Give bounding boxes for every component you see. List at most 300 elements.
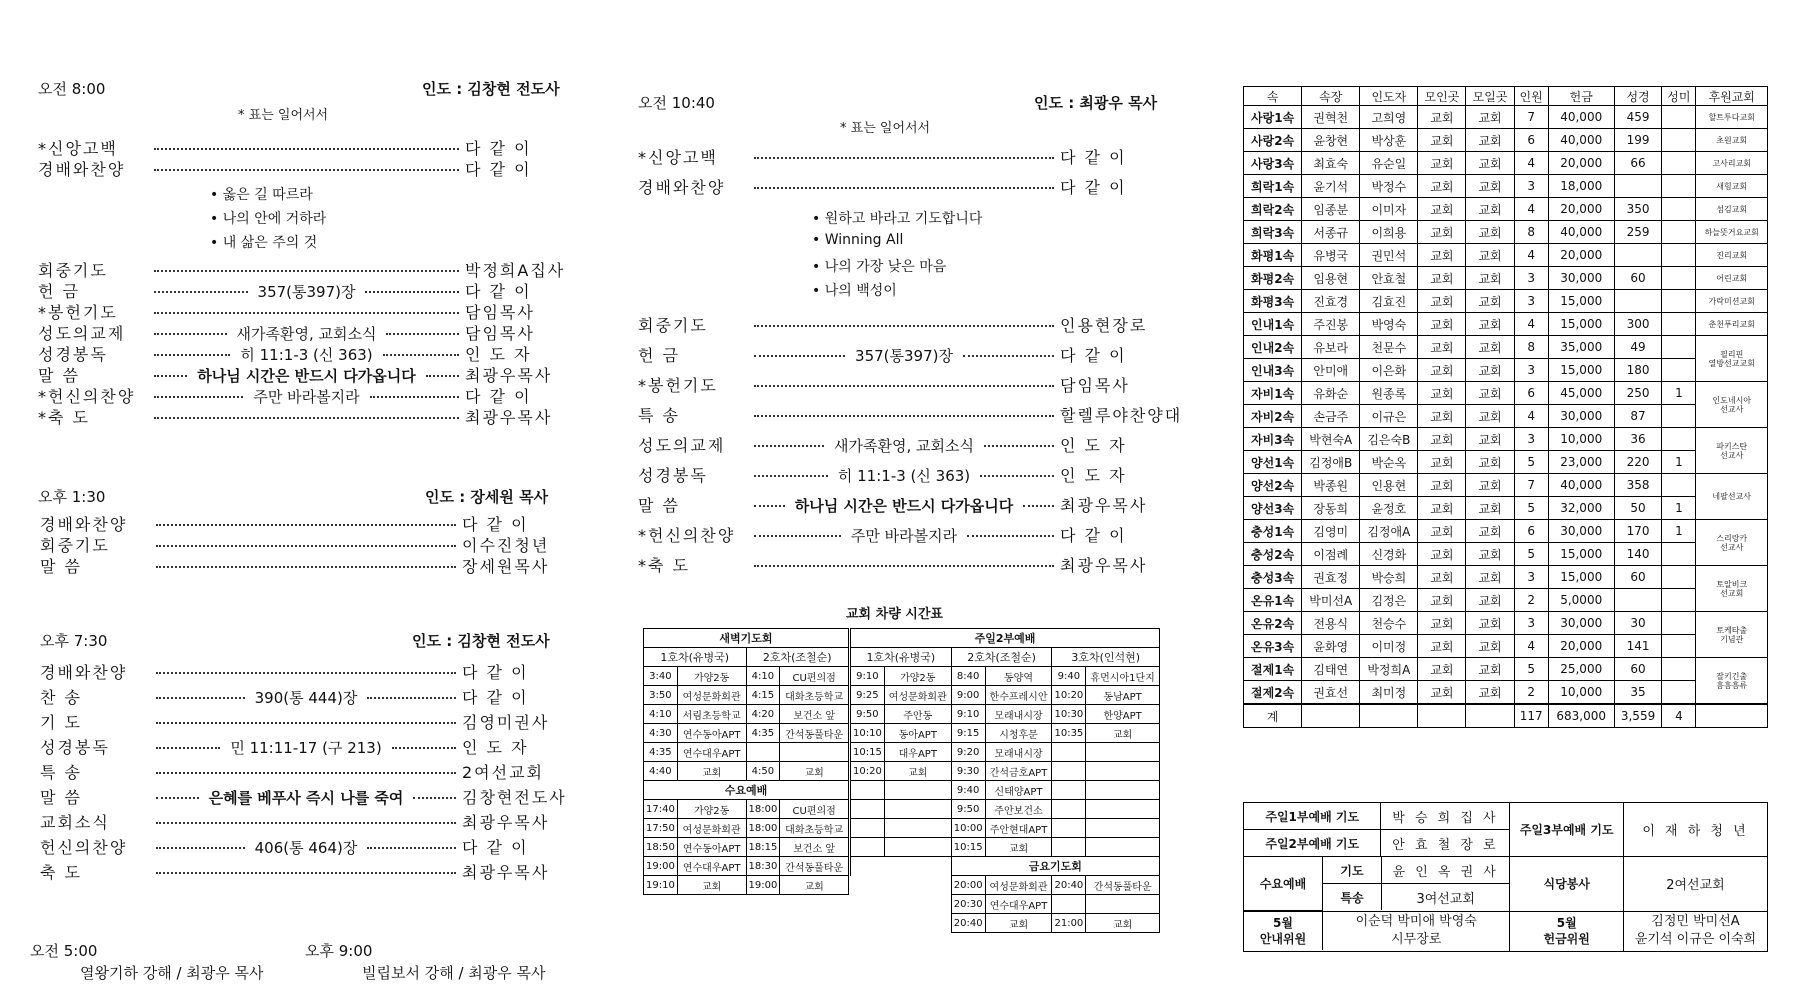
cell-place-from: 교회 [1418,474,1466,497]
cell-row [1244,428,1768,451]
car1-header: 1호차(유병국) [644,648,747,667]
vehicle-stop: 서림초등학교 [677,705,746,724]
worship-item-person: 최광우목사 [465,408,553,427]
cell-bible: 259 [1614,221,1662,244]
worship-item-person: 다 같 이 [465,282,532,301]
cell-place-from: 교회 [1418,451,1466,474]
vehicle-stop: 동남APT [1086,686,1160,705]
cell-place-to: 교회 [1466,451,1514,474]
vehicle-time [1052,781,1086,800]
worship-item-person: 최광우목사 [462,813,550,832]
vehicle-stop: 간석동풀타운 [780,724,849,743]
service-time-am1040: 오전 10:40 [638,94,715,112]
worship-item-label: 성도의교제 [638,436,726,455]
cell-leader: 최효숙 [1302,152,1360,175]
vehicle-time [1052,819,1086,838]
vehicle-time: 10:10 [851,724,885,743]
cell-offering: 25,000 [1548,658,1614,681]
cell-rice [1662,658,1696,681]
cell-offering: 15,000 [1548,359,1614,382]
cell-leader: 임종분 [1302,198,1360,221]
vehicle-table-sunday-fri [850,628,1160,933]
wed-song-label: 특송 [1323,884,1382,911]
cell-name: 자비3속 [1244,428,1302,451]
vehicle-stop: 연수대우APT [677,743,746,762]
vehicle-schedule-title: 교회 차량 시간표 [846,607,943,622]
wed-header: 수요예배 [644,781,849,800]
meal-duty-label: 식당봉사 [1510,857,1624,912]
cell-count: 4 [1514,635,1548,658]
cell-rice [1662,359,1696,382]
vehicle-stop: 대화초등학교 [780,686,849,705]
cell-bible [1614,175,1662,198]
worship-item-label: 경배와찬양 [38,160,126,179]
cell-leader: 장동희 [1302,497,1360,520]
vehicle-stop: 간석금호APT [985,762,1052,781]
cell-host: 김효진 [1360,290,1418,313]
worship-item-person: 박정희A집사 [465,261,566,280]
cell-row [1244,198,1768,221]
cell-host: 이은화 [1360,359,1418,382]
cell-row [1244,497,1768,520]
worship-item-label: 경배와찬양 [40,515,128,534]
worship-item-person: 다 같 이 [462,688,529,707]
cell-place-to: 교회 [1466,198,1514,221]
vehicle-time: 17:40 [644,800,678,819]
vehicle-stop: 여성문화회관 [677,819,746,838]
cell-leader: 진효경 [1302,290,1360,313]
worship-item [40,660,560,683]
vehicle-stop [1086,743,1160,762]
wed-song-value: 3여선교회 [1382,884,1510,911]
cell-count: 5 [1514,451,1548,474]
vehicle-row [644,705,849,724]
support-church: 초원교회 [1696,129,1768,152]
guide-label-role: 안내위원 [1259,932,1307,946]
service-leader-am8: 인도 : 김창현 전도사 [422,80,560,98]
dawn-service-desc: 열왕기하 강해 / 최광우 목사 [80,964,264,982]
vehicle-row [851,667,1160,686]
cell-bible: 140 [1614,543,1662,566]
cell-name: 인내2속 [1244,336,1302,359]
worship-item [638,373,1158,396]
cell-place-to: 교회 [1466,635,1514,658]
cell-bible [1614,290,1662,313]
cell-header: 인원 [1514,87,1548,106]
cell-place-to: 교회 [1466,244,1514,267]
cell-count: 4 [1514,405,1548,428]
cell-leader: 박종원 [1302,474,1360,497]
cell-host: 이규은 [1360,405,1418,428]
leader-dots [154,312,459,314]
leader-dots [154,354,230,356]
cell-place-to: 교회 [1466,313,1514,336]
support-mission: 필리핀 열방선교교회 [1696,336,1768,382]
worship-item-person: 김영미권사 [462,713,550,732]
worship-item-person: 인용현장로 [1060,316,1148,335]
worship-item [40,760,560,783]
cell-total: 3,559 [1614,704,1662,728]
cell-bible: 60 [1614,658,1662,681]
cell-rice [1662,428,1696,451]
cell-offering: 23,000 [1548,451,1614,474]
vehicle-time: 9:40 [1052,667,1086,686]
cell-place-from: 교회 [1418,244,1466,267]
vehicle-stop: 교회 [985,838,1052,857]
cell-host: 박순옥 [1360,451,1418,474]
cell-rice [1662,612,1696,635]
vehicle-time [746,743,780,762]
cell-place-from: 교회 [1418,497,1466,520]
vehicle-time: 10:15 [951,838,985,857]
cell-group-table [1243,86,1768,728]
cell-place-from: 교회 [1418,405,1466,428]
worship-item [40,533,560,556]
worship-item [38,136,563,159]
vehicle-stop: 신태양APT [985,781,1052,800]
vehicle-stop [1086,895,1160,914]
leader-dots [365,291,459,293]
cell-host: 안효철 [1360,267,1418,290]
hymn-item: • 내 삶은 주의 것 [210,232,317,252]
vehicle-time [1052,838,1086,857]
cell-host: 박정수 [1360,175,1418,198]
support-church: 가락미션교회 [1696,290,1768,313]
cell-rice [1662,221,1696,244]
support-church: 할트투다교회 [1696,106,1768,129]
vehicle-time: 10:20 [1052,686,1086,705]
cell-bible: 459 [1614,106,1662,129]
worship-item [638,343,1158,366]
cell-bible: 30 [1614,612,1662,635]
worship-item-label: 헌 금 [38,282,80,301]
vehicle-row [644,686,849,705]
vehicle-row [644,800,849,819]
cell-leader: 서종규 [1302,221,1360,244]
vehicle-time [1052,743,1086,762]
cell-place-from: 교회 [1418,428,1466,451]
cell-place-from: 교회 [1418,129,1466,152]
worship-item-label: *봉헌기도 [38,303,118,322]
cell-offering: 20,000 [1548,635,1614,658]
cell-total: 계 [1244,704,1302,728]
cell-count: 4 [1514,244,1548,267]
worship-item-detail: 하나님 시간은 반드시 다가옵니다 [794,497,1014,515]
sun1-prayer-value: 박 승 희 집 사 [1381,803,1510,830]
vehicle-time: 9:40 [951,781,985,800]
cell-place-to: 교회 [1466,221,1514,244]
vehicle-time [851,838,885,857]
worship-item-person: 최광우목사 [1060,496,1148,515]
support-mission: 잘키긴출 흠흠흠류 [1696,658,1768,705]
hymn-item: • 나의 백성이 [812,280,897,300]
cell-leader: 유화순 [1302,382,1360,405]
vehicle-stop: 주안현대APT [985,819,1052,838]
service-leader-pm130: 인도 : 장세원 목사 [425,488,549,506]
worship-item-label: *봉헌기도 [638,376,718,395]
cell-total [1418,704,1466,728]
cell-leader: 유보라 [1302,336,1360,359]
cell-bible: 50 [1614,497,1662,520]
worship-item-detail: 은혜를 베푸사 즉시 나를 죽여 [208,789,404,807]
cell-count: 8 [1514,221,1548,244]
vehicle-stop: 교회 [985,914,1052,933]
cell-count: 7 [1514,474,1548,497]
cell-place-to: 교회 [1466,129,1514,152]
vehicle-stop: 시청후문 [985,724,1052,743]
cell-row [1244,336,1768,359]
cell-rice [1662,589,1696,612]
worship-item [638,493,1158,516]
cell-count: 6 [1514,129,1548,152]
cell-host: 신경화 [1360,543,1418,566]
cell-bible: 35 [1614,681,1662,705]
wed-prayer-label: 기도 [1323,857,1382,884]
cell-row [1244,267,1768,290]
guide-value [1323,912,1510,950]
vehicle-stop: 간석동풀타운 [780,857,849,876]
car2-header: 2호차(조철순) [746,648,849,667]
worship-item [638,553,1158,576]
leader-dots [154,333,227,335]
vehicle-stop: 동양역 [985,667,1052,686]
cell-header: 성경 [1614,87,1662,106]
cell-host: 권민석 [1360,244,1418,267]
worship-item [638,523,1158,546]
vehicle-stop [1086,762,1160,781]
cell-offering: 40,000 [1548,106,1614,129]
dawn-header: 새벽기도회 [644,629,849,648]
cell-name: 인내3속 [1244,359,1302,382]
cell-bible [1614,244,1662,267]
vehicle-row [644,762,849,781]
worship-item-detail: 406(통 464)장 [254,839,358,857]
vehicle-time: 9:30 [951,762,985,781]
vehicle-time: 20:40 [1052,876,1086,895]
vehicle-row [851,819,1160,838]
worship-item [40,735,560,758]
cell-place-to: 교회 [1466,175,1514,198]
vehicle-time: 9:20 [951,743,985,762]
cell-leader: 전용식 [1302,612,1360,635]
cell-total [1696,704,1768,728]
cell-place-from: 교회 [1418,681,1466,705]
cell-offering: 15,000 [1548,313,1614,336]
cell-leader: 손금주 [1302,405,1360,428]
vehicle-stop: 주안동 [884,705,951,724]
cell-place-from: 교회 [1418,382,1466,405]
worship-item-label: 헌신의찬양 [40,838,128,857]
service-time-pm730: 오후 7:30 [40,632,108,650]
cell-row [1244,359,1768,382]
leader-dots [154,396,243,398]
support-mission: 파키스탄 선교사 [1696,428,1768,474]
cell-leader: 윤창현 [1302,129,1360,152]
cell-host: 박상훈 [1360,129,1418,152]
cell-place-from: 교회 [1418,313,1466,336]
cell-name: 충성3속 [1244,566,1302,589]
worship-item-label: 성경봉독 [38,345,108,364]
cell-header: 속장 [1302,87,1360,106]
vehicle-time: 20:30 [951,895,985,914]
vehicle-time: 9:10 [851,667,885,686]
cell-host: 천승수 [1360,612,1418,635]
leader-dots [154,291,248,293]
cell-host: 천문수 [1360,336,1418,359]
worship-item-person: 최광우목사 [1060,556,1148,575]
night-service-time: 오후 9:00 [305,942,373,960]
worship-item [638,433,1158,456]
cell-count: 3 [1514,566,1548,589]
standing-note-am8: * 표는 일어서서 [238,108,329,123]
cell-place-from: 교회 [1418,152,1466,175]
cell-rice [1662,129,1696,152]
cell-place-from: 교회 [1418,520,1466,543]
worship-item [638,403,1183,426]
leader-dots [754,565,1054,567]
cell-host: 김은숙B [1360,428,1418,451]
vehicle-time [851,781,885,800]
cell-count: 6 [1514,382,1548,405]
cell-rice: 1 [1662,451,1696,474]
cell-place-to: 교회 [1466,405,1514,428]
cell-total [1302,704,1360,728]
support-mission: 인도네시아 선교사 [1696,382,1768,428]
cell-row [1244,313,1768,336]
cell-name: 희락3속 [1244,221,1302,244]
vehicle-row [851,724,1160,743]
cell-place-to: 교회 [1466,359,1514,382]
cell-place-to: 교회 [1466,543,1514,566]
leader-dots [980,475,1054,477]
cell-host: 유순일 [1360,152,1418,175]
cell-bible: 141 [1614,635,1662,658]
cell-rice [1662,566,1696,589]
cell-rice [1662,244,1696,267]
vehicle-stop: 모래내시장 [985,743,1052,762]
vehicle-stop: 가양2동 [677,667,746,686]
hymn-item: • Winning All [812,232,903,248]
worship-item [638,463,1158,486]
worship-item [38,258,566,281]
worship-item-detail: 357(통397)장 [257,283,356,301]
worship-item-label: *축 도 [38,408,90,427]
cell-place-to: 교회 [1466,612,1514,635]
cell-host: 김정애A [1360,520,1418,543]
vehicle-stop: 여성문화회관 [677,686,746,705]
worship-item-detail: 히 11:1-3 (신 363) [240,346,373,364]
vehicle-time [851,819,885,838]
worship-item-label: *헌신의찬양 [38,387,136,406]
vehicle-stop: 연수동아APT [677,724,746,743]
support-mission: 토알비크 선교회 [1696,566,1768,612]
cell-offering: 5,0000 [1548,589,1614,612]
leader-dots [754,505,785,507]
cell-leader: 유병국 [1302,244,1360,267]
cell-host: 이미자 [1360,198,1418,221]
worship-item [38,157,563,180]
cell-count: 2 [1514,589,1548,612]
vehicle-row [644,857,849,876]
worship-item [38,321,563,344]
worship-item-person: 다 같 이 [465,139,532,158]
hymn-item: • 나의 가장 낮은 마음 [812,256,946,276]
cell-row [1244,221,1768,244]
leader-dots [754,325,1054,327]
cell-count: 5 [1514,497,1548,520]
cell-name: 양선2속 [1244,474,1302,497]
vehicle-table-dawn-wed [643,628,849,895]
cell-count: 3 [1514,175,1548,198]
vehicle-row [644,667,849,686]
worship-item-person: 2여선교회 [462,763,545,782]
vehicle-time: 4:20 [746,705,780,724]
support-church: 고사리교회 [1696,152,1768,175]
cell-row [1244,474,1768,497]
cell-leader: 김정애B [1302,451,1360,474]
vehicle-row [851,895,1160,914]
worship-item-detail: 주만 바라볼지라 [253,388,360,406]
cell-place-to: 교회 [1466,497,1514,520]
vehicle-time: 10:20 [851,762,885,781]
cell-leader: 권효정 [1302,566,1360,589]
cell-name: 희락2속 [1244,198,1302,221]
vehicle-stop: 휴먼시아1단지 [1086,667,1160,686]
leader-dots [754,475,828,477]
vehicle-stop: 여성문화회관 [884,686,951,705]
worship-item-label: 말 씀 [40,788,82,807]
car3-header-sun: 3호차(인석현) [1052,648,1160,667]
leader-dots [386,333,459,335]
cell-bible: 250 [1614,382,1662,405]
leader-dots [156,797,199,799]
vehicle-time: 9:25 [851,686,885,705]
cell-place-from: 교회 [1418,635,1466,658]
vehicle-stop: 연수대우APT [985,895,1052,914]
sun3-prayer-label: 주일3부예배 기도 [1510,803,1624,857]
worship-item-person: 인 도 자 [462,738,529,757]
cell-place-to: 교회 [1466,474,1514,497]
hymn-item: • 원하고 바라고 기도합니다 [812,208,982,228]
cell-row [1244,382,1768,405]
cell-offering: 30,000 [1548,612,1614,635]
cell-row [1244,244,1768,267]
leader-dots [156,697,245,699]
cell-rice [1662,543,1696,566]
cell-name: 인내1속 [1244,313,1302,336]
leader-dots [984,445,1054,447]
cell-offering: 30,000 [1548,405,1614,428]
worship-item-person: 최광우목사 [465,366,553,385]
leader-dots [370,396,459,398]
cell-header: 성미 [1662,87,1696,106]
cell-total: 4 [1662,704,1696,728]
vehicle-time: 9:15 [951,724,985,743]
cell-place-from: 교회 [1418,336,1466,359]
vehicle-time: 9:00 [951,686,985,705]
worship-item [38,405,563,428]
worship-item-label: 말 씀 [40,557,82,576]
worship-item-person: 이수진청년 [462,536,550,555]
cell-leader: 권혁천 [1302,106,1360,129]
worship-item-detail: 새가족환영, 교회소식 [834,437,974,455]
fri-header: 금요기도회 [951,857,1159,876]
cell-bible: 358 [1614,474,1662,497]
cell-offering: 15,000 [1548,566,1614,589]
cell-count: 3 [1514,267,1548,290]
worship-item [638,145,1158,168]
leader-dots [754,535,841,537]
